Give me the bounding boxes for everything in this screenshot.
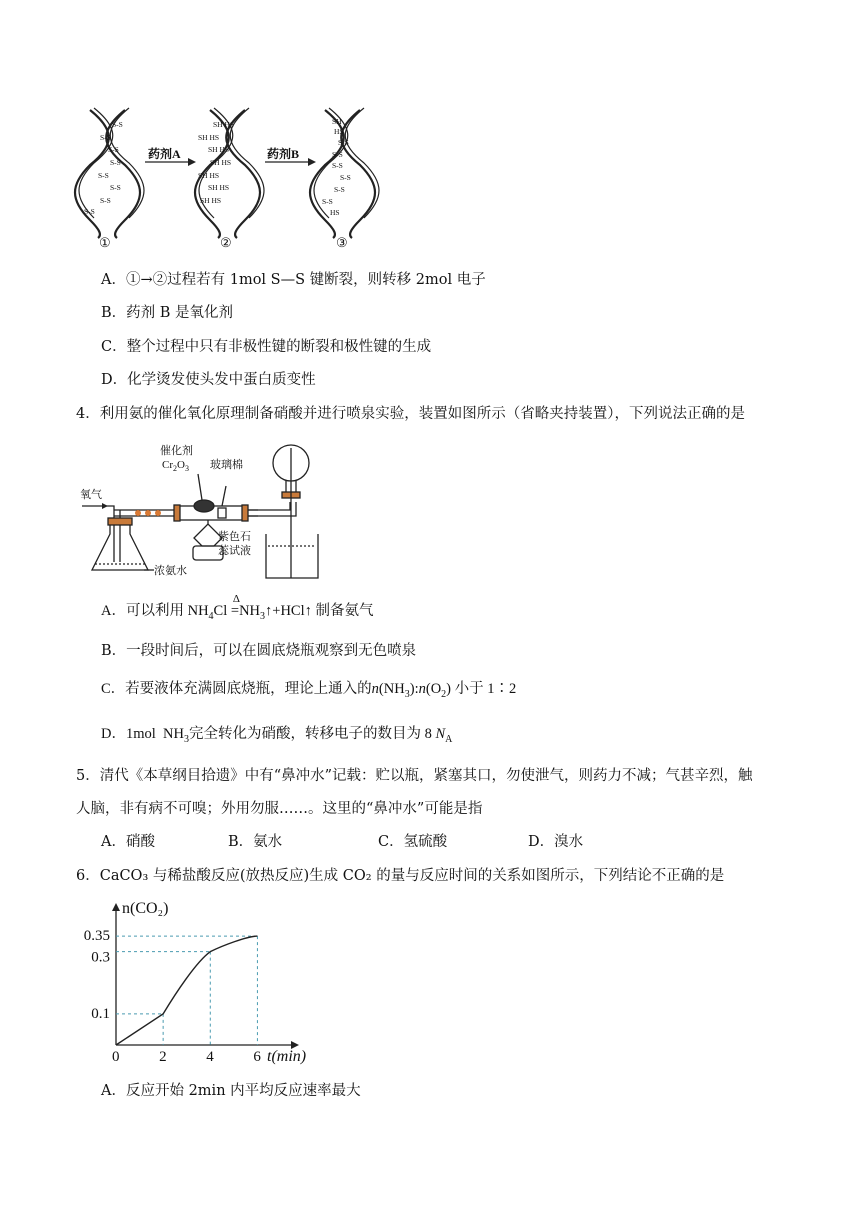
stage2-label: ② xyxy=(220,235,232,250)
svg-text:HS: HS xyxy=(330,208,340,217)
q3-option-b: B．药剂 B 是氧化剂 xyxy=(101,305,234,321)
svg-text:S-S: S-S xyxy=(108,145,119,154)
q4-option-c: C．若要液体充满圆底烧瓶，理论上通入的$n(NH_3):n(O_2)$ 小于 1∶2 xyxy=(101,681,517,700)
q3-option-a: A．①→②过程若有 1mol S—S 键断裂，则转移 2mol 电子 xyxy=(101,272,486,288)
svg-text:SH HS: SH HS xyxy=(198,171,220,180)
x-tick-label: 2 xyxy=(159,1049,167,1065)
svg-text:S-S: S-S xyxy=(100,133,111,142)
svg-text:SH HS: SH HS xyxy=(198,133,220,142)
svg-text:S-S: S-S xyxy=(322,197,333,206)
q5-stem-line2: 人脑，非有病不可嗅；外用勿服……。这里的“鼻冲水”可能是指 xyxy=(76,801,483,817)
svg-text:S-S: S-S xyxy=(332,150,343,159)
litmus-label-2: 蕊试液 xyxy=(218,545,251,557)
q6-option-a: A．反应开始 2min 内平均反应速率最大 xyxy=(101,1083,361,1099)
svg-text:Cr2O3: $Cr_2O_3$ xyxy=(162,459,189,473)
svg-text:S-S: S-S xyxy=(110,158,121,167)
svg-text:S-S: S-S xyxy=(98,171,109,180)
svg-text:S-S: S-S xyxy=(338,138,349,147)
y-tick-label: 0.1 xyxy=(91,1005,110,1022)
apparatus-figure xyxy=(78,438,328,588)
svg-text:HS: HS xyxy=(334,127,344,136)
y-tick-label: 0.35 xyxy=(83,928,110,945)
svg-text:SH HS: SH HS xyxy=(210,158,232,167)
co2-time-chart xyxy=(76,895,316,1070)
q4-stem: 4．利用氨的催化氧化原理制备硝酸并进行喷泉实验，装置如图所示（省略夹持装置），下列说法正确的是 xyxy=(76,406,745,422)
q5-option-b: B．氨水 xyxy=(228,834,283,850)
y-axis-label: n(CO₂) xyxy=(122,900,169,917)
agent-a-label: 药剂A xyxy=(148,147,181,161)
q5-option-c: C．氢硫酸 xyxy=(378,834,448,850)
glasswool-label: 玻璃棉 xyxy=(210,459,243,471)
q4-option-a: A．可以利用 $NH_4Cl$ Δ $=NH_3↑+HCl↑$ 制备氨气 xyxy=(101,593,374,622)
x-axis-label: t(min) xyxy=(267,1048,307,1065)
y-tick-label: 0.3 xyxy=(91,949,110,966)
ammonia-label: 浓氨水 xyxy=(154,565,187,577)
series-line xyxy=(116,936,257,1045)
stage3-label: ③ xyxy=(336,235,348,250)
q4-option-b: B．一段时间后，可以在圆底烧瓶观察到无色喷泉 xyxy=(101,643,417,659)
hair-structure-figure xyxy=(70,100,400,250)
svg-text:SH HS: SH HS xyxy=(208,145,230,154)
q5-stem-line1: 5．清代《本草纲目拾遗》中有“鼻冲水”记载：贮以瓶，紧塞其口，勿使泄气，则药力不减；气甚辛烈，触 xyxy=(76,768,753,784)
svg-text:SH HS: SH HS xyxy=(200,196,222,205)
oxygen-label: 氧气 xyxy=(80,489,102,501)
q5-option-a: A．硝酸 xyxy=(101,834,155,850)
svg-text:S-S: S-S xyxy=(84,207,95,216)
svg-text:SH: SH xyxy=(332,117,342,126)
x-tick-label: 0 xyxy=(112,1049,120,1065)
svg-text:S-S: S-S xyxy=(332,161,343,170)
agent-b-label: 药剂B xyxy=(267,147,300,161)
svg-text:SH HS: SH HS xyxy=(213,120,235,129)
svg-text:S-S: S-S xyxy=(340,173,351,182)
x-tick-label: 4 xyxy=(206,1049,214,1065)
q6-stem: 6．CaCO₃ 与稀盐酸反应(放热反应)生成 CO₂ 的量与反应时间的关系如图所示，下列结论不正确的是 xyxy=(76,868,725,884)
q3-option-c: C．整个过程中只有非极性键的断裂和极性键的生成 xyxy=(101,339,432,355)
catalyst-label: 催化剂 xyxy=(160,445,193,457)
q3-option-d: D．化学烫发使头发中蛋白质变性 xyxy=(101,372,316,388)
x-tick-label: 6 xyxy=(253,1049,261,1065)
svg-text:S-S: S-S xyxy=(100,196,111,205)
svg-text:SH HS: SH HS xyxy=(208,183,230,192)
svg-text:S-S: S-S xyxy=(110,183,121,192)
q5-option-d: D．溴水 xyxy=(528,834,584,850)
q4-option-d: D．1mol $NH_3$完全转化为硝酸，转移电子的数目为 8 $N_A$ xyxy=(101,726,453,745)
stage1-label: ① xyxy=(99,235,111,250)
svg-text:S-S: S-S xyxy=(334,185,345,194)
svg-text:S-S: S-S xyxy=(112,120,123,129)
litmus-label-1: 紫色石 xyxy=(218,531,251,543)
y-axis-arrow xyxy=(112,903,120,911)
